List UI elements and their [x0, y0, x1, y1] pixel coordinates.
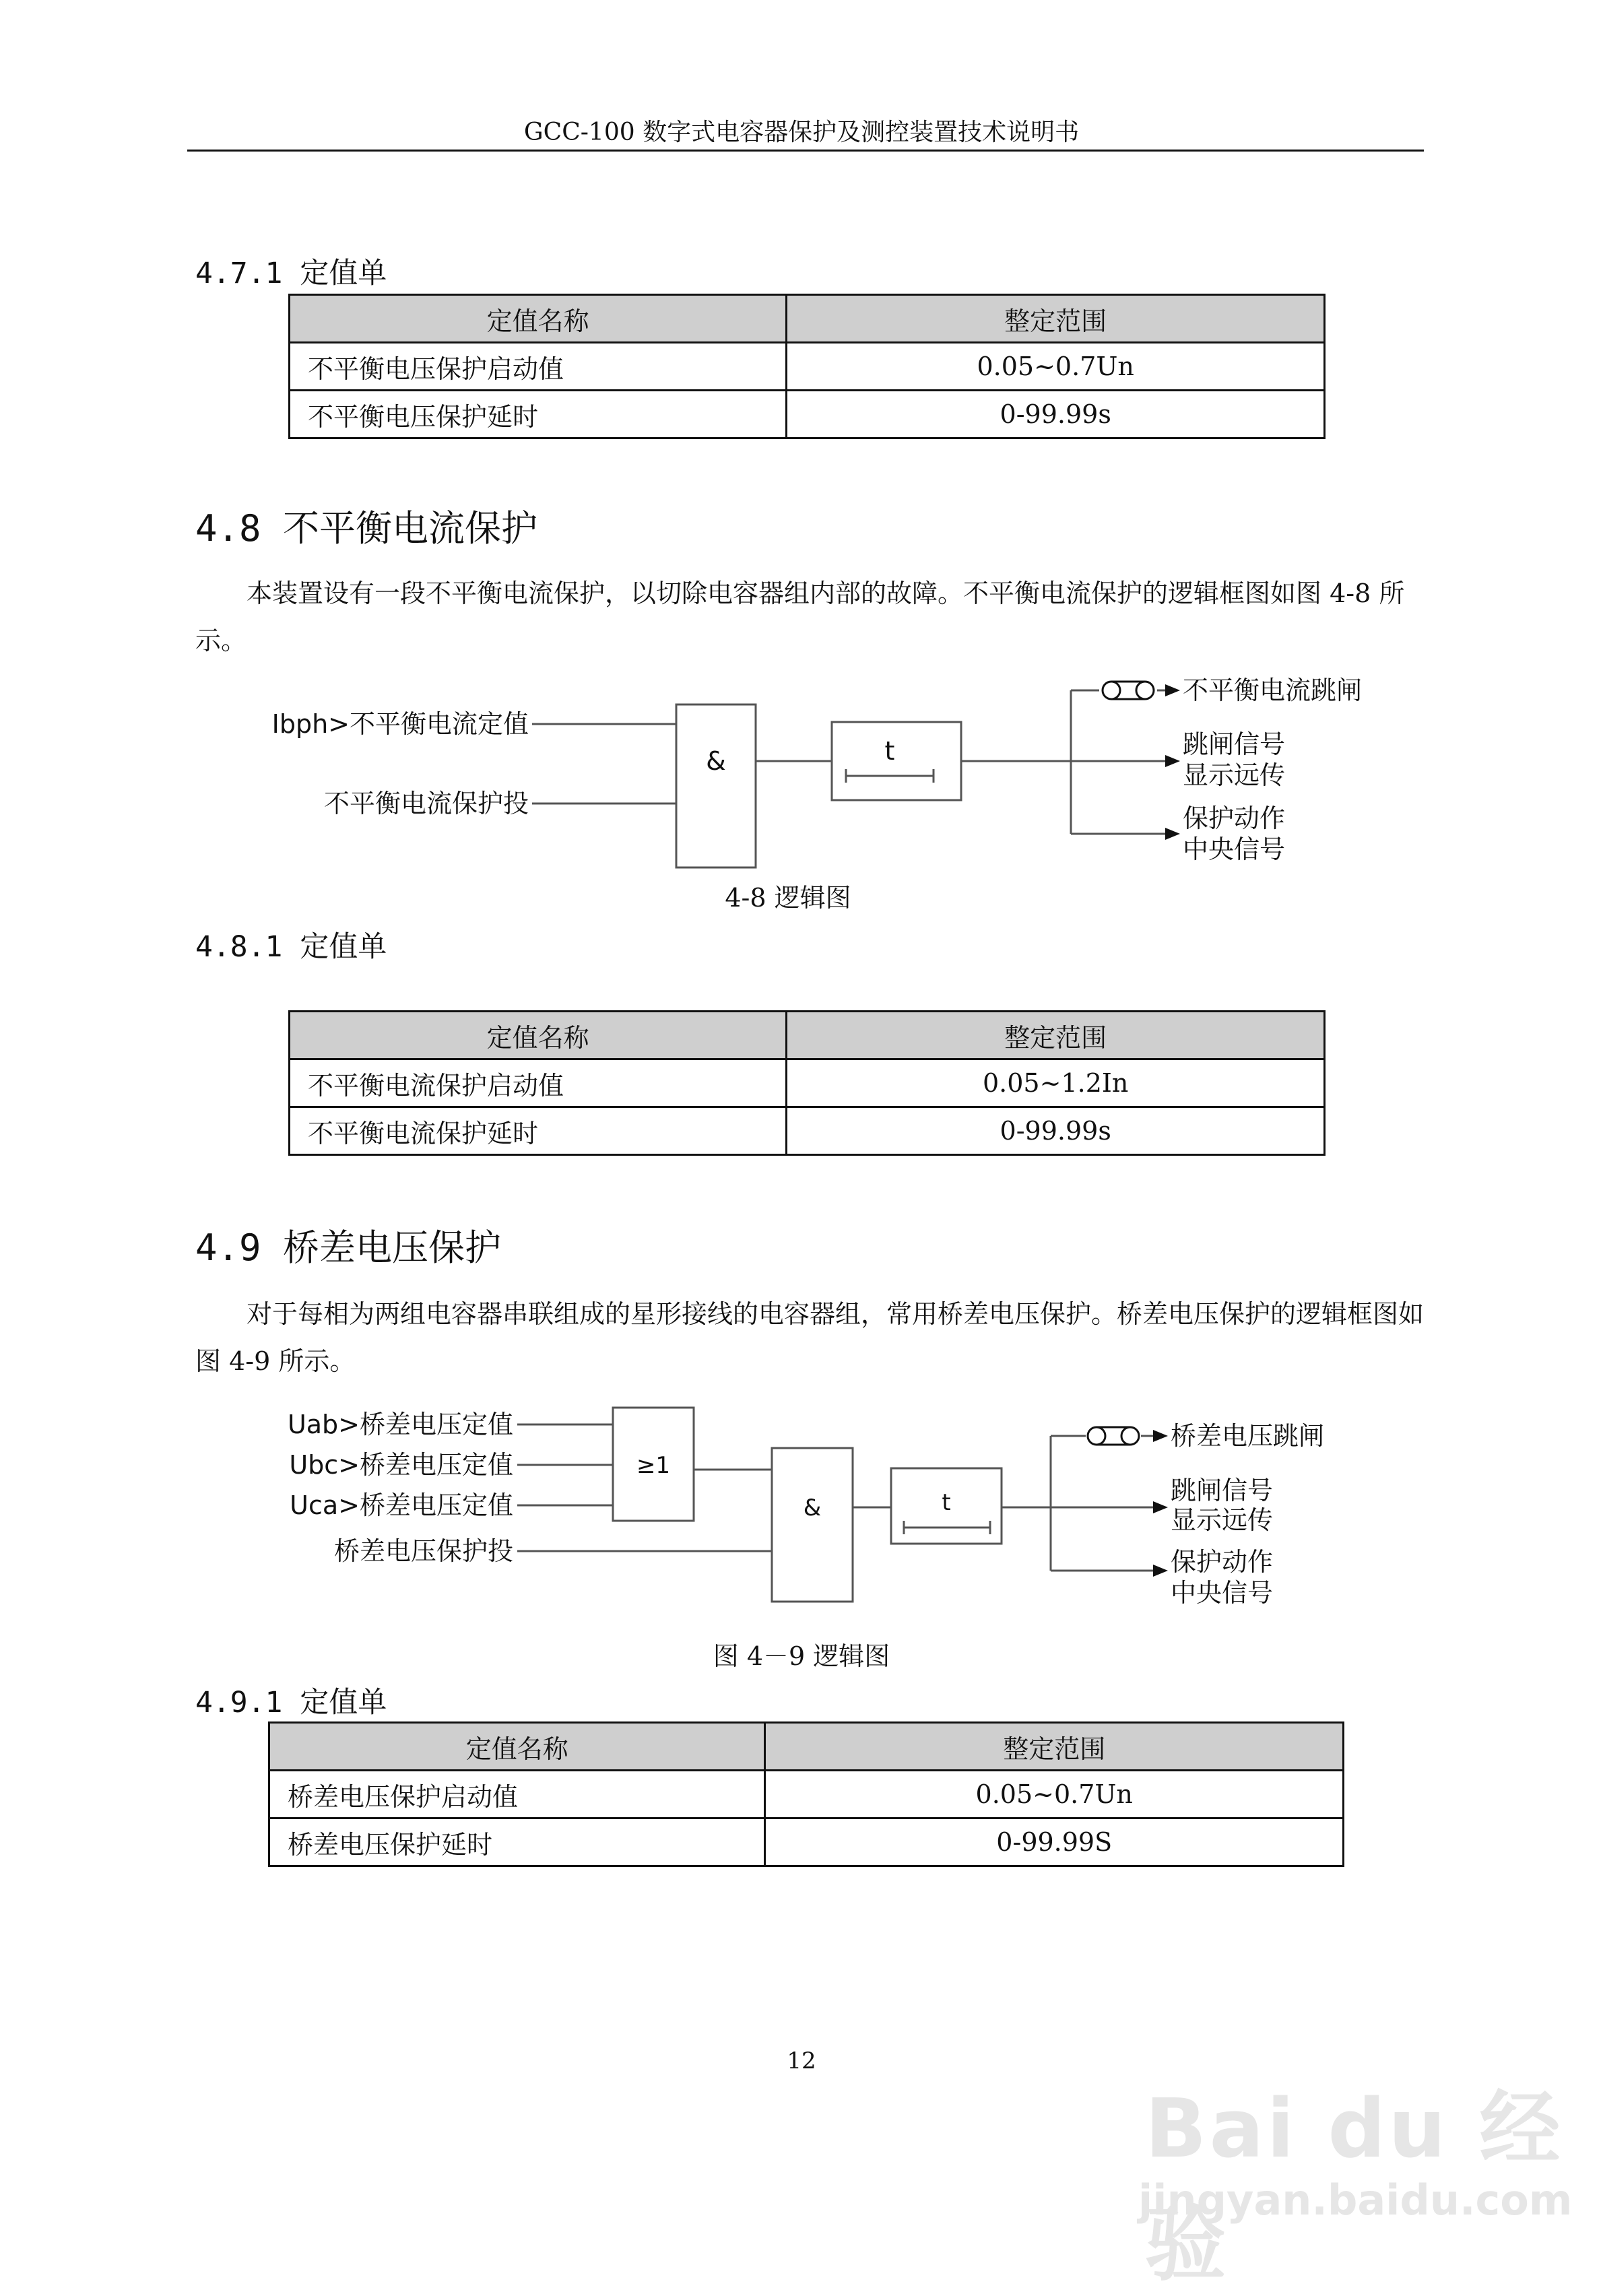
- column-header-name: 定值名称: [290, 295, 787, 343]
- setting-name: 不平衡电压保护延时: [290, 391, 787, 438]
- setting-name: 不平衡电压保护启动值: [290, 343, 787, 391]
- header-rule: [187, 150, 1424, 152]
- input-label: 桥差电压保护投: [333, 1536, 513, 1566]
- arrow-icon: [1153, 1430, 1168, 1442]
- output-label: 显示远传: [1171, 1505, 1274, 1535]
- section-4-7-1-heading: 4.7.1 定值单: [195, 257, 387, 290]
- section-4-9-paragraph: 对于每相为两组电容器串联组成的星形接线的电容器组，常用桥差电压保护。桥差电压保护的逻辑框图如图 4-9 所示。: [195, 1299, 1425, 1376]
- section-4-8-heading: 4.8 不平衡电流保护: [195, 507, 538, 550]
- input-label: Uab>桥差电压定值: [287, 1410, 513, 1439]
- input-label: Uca>桥差电压定值: [290, 1490, 513, 1520]
- baidu-watermark-url: jingyan.baidu.com: [1138, 2175, 1573, 2225]
- and-gate-label: &: [706, 746, 726, 776]
- table-row: [290, 1059, 1325, 1107]
- table-row: [290, 391, 1325, 438]
- settings-table-4-9-1: [268, 1721, 1344, 1867]
- table-header-row: [290, 1012, 1325, 1059]
- input-label: Ibph>不平衡电流定值: [271, 709, 529, 739]
- figure-caption-4-8: 4-8 逻辑图: [725, 883, 851, 913]
- output-label: 保护动作: [1171, 1547, 1274, 1577]
- setting-range: 0-99.99s: [787, 1107, 1325, 1155]
- input-label: 不平衡电流保护投: [323, 789, 529, 818]
- timer-label: t: [942, 1489, 951, 1516]
- baidu-watermark-logo: Bai du 经验: [1145, 2082, 1563, 2292]
- column-header-name: 定值名称: [290, 1012, 787, 1059]
- setting-range: 0-99.99s: [787, 391, 1325, 438]
- setting-name: 不平衡电流保护延时: [290, 1107, 787, 1155]
- setting-range: 0-99.99S: [765, 1818, 1344, 1866]
- connector-icon: [1088, 1427, 1139, 1445]
- arrow-icon: [1165, 828, 1180, 840]
- column-header-range: 整定范围: [787, 1012, 1325, 1059]
- logic-diagram-4-9: [0, 1387, 1603, 1616]
- output-label: 中央信号: [1171, 1578, 1274, 1608]
- arrow-icon: [1153, 1565, 1168, 1577]
- output-label: 桥差电压跳闸: [1171, 1421, 1325, 1451]
- or-gate-label: ≥1: [636, 1452, 671, 1479]
- table-header-row: [269, 1723, 1344, 1771]
- output-label: 不平衡电流跳闸: [1183, 676, 1363, 705]
- setting-name: 桥差电压保护启动值: [269, 1771, 765, 1818]
- column-header-range: 整定范围: [765, 1723, 1344, 1771]
- section-4-8-paragraph: 本装置设有一段不平衡电流保护，以切除电容器组内部的故障。不平衡电流保护的逻辑框图如图 4-8 所示。: [195, 579, 1405, 655]
- and-gate-label: &: [803, 1495, 822, 1521]
- setting-range: 0.05~1.2In: [787, 1059, 1325, 1107]
- output-label: 跳闸信号: [1183, 729, 1286, 759]
- column-header-name: 定值名称: [269, 1723, 765, 1771]
- logic-diagram-4-8: [0, 660, 1603, 876]
- arrow-icon: [1165, 755, 1180, 767]
- section-4-9-heading: 4.9 桥差电压保护: [195, 1226, 502, 1269]
- page-number: 12: [787, 2047, 816, 2074]
- arrow-icon: [1165, 684, 1180, 696]
- column-header-range: 整定范围: [787, 295, 1325, 343]
- settings-table-4-8-1: [288, 1010, 1326, 1156]
- input-label: Ubc>桥差电压定值: [289, 1450, 513, 1480]
- settings-table-4-7-1: [288, 294, 1326, 439]
- figure-caption-4-9: 图 4－9 逻辑图: [713, 1641, 890, 1671]
- setting-range: 0.05~0.7Un: [765, 1771, 1344, 1818]
- output-label: 保护动作: [1183, 803, 1286, 833]
- connector-icon: [1103, 682, 1154, 699]
- timer-label: t: [884, 736, 895, 766]
- setting-name: 桥差电压保护延时: [269, 1818, 765, 1866]
- setting-range: 0.05~0.7Un: [787, 343, 1325, 391]
- table-row: [269, 1818, 1344, 1866]
- arrow-icon: [1153, 1501, 1168, 1513]
- section-4-8-1-heading: 4.8.1 定值单: [195, 930, 387, 964]
- output-label: 中央信号: [1183, 834, 1286, 864]
- table-row: [269, 1771, 1344, 1818]
- output-label: 显示远传: [1183, 760, 1286, 790]
- table-header-row: [290, 295, 1325, 343]
- document-header-title: GCC-100 数字式电容器保护及测控装置技术说明书: [523, 119, 1080, 146]
- table-row: [290, 343, 1325, 391]
- output-label: 跳闸信号: [1171, 1476, 1274, 1505]
- section-4-9-1-heading: 4.9.1 定值单: [195, 1686, 387, 1719]
- table-row: [290, 1107, 1325, 1155]
- setting-name: 不平衡电流保护启动值: [290, 1059, 787, 1107]
